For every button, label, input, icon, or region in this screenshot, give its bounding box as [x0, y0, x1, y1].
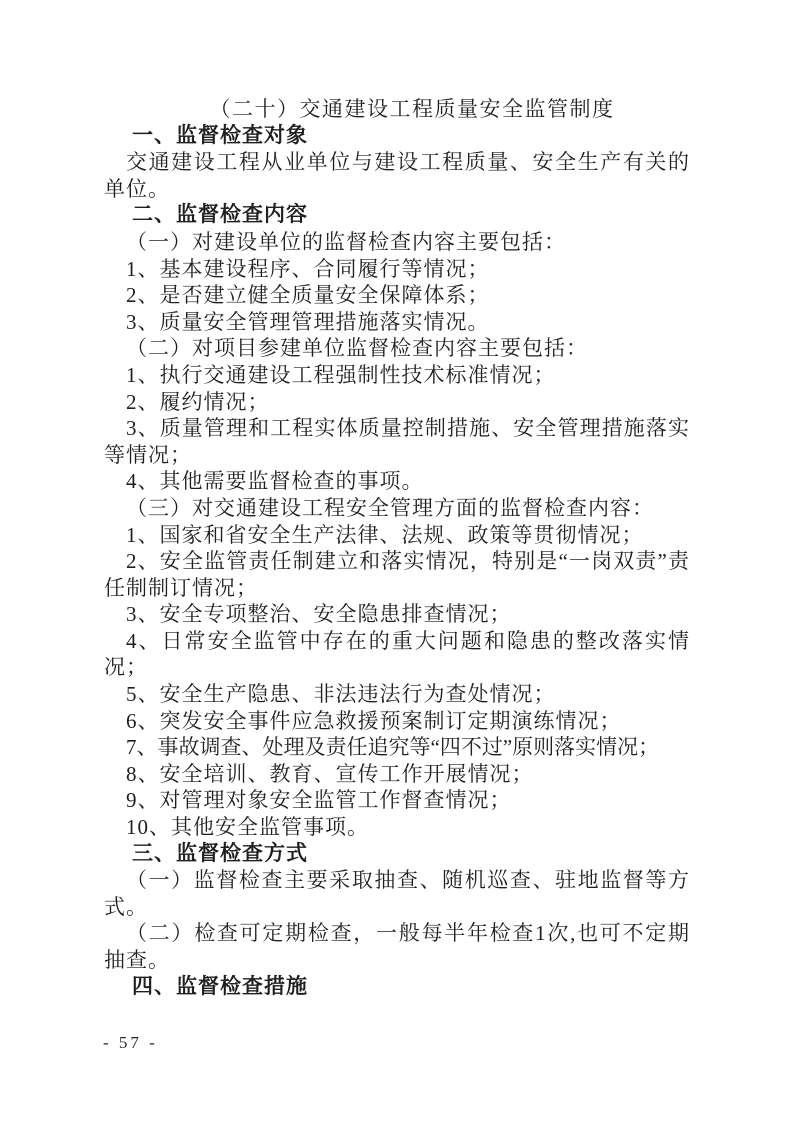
paragraph: （三）对交通建设工程安全管理方面的监督检查内容： — [126, 495, 654, 520]
paragraph: （一）监督检查主要采取抽查、随机巡查、驻地监督等方式。 — [104, 868, 690, 919]
list-item: 2、履约情况； — [126, 389, 270, 414]
list-item: 4、日常安全监管中存在的重大问题和隐患的整改落实情况； — [104, 628, 690, 680]
section-heading: 一、监督检查对象 — [132, 123, 308, 147]
list-item: 7、事故调查、处理及责任追究等“四不过”原则落实情况； — [126, 735, 660, 760]
list-item: 2、是否建立健全质量安全保障体系； — [126, 283, 490, 308]
page-number: - 57 - — [103, 1033, 158, 1052]
list-item: 1、基本建设程序、合同履行等情况； — [126, 256, 490, 281]
list-item: 9、对管理对象安全监管工作督查情况； — [126, 788, 512, 813]
section-heading: 四、监督检查措施 — [132, 974, 308, 998]
list-item: 10、其他安全监管事项。 — [126, 815, 369, 840]
list-item: 3、质量安全管理管理措施落实情况。 — [126, 309, 490, 334]
document-body — [104, 96, 690, 1000]
list-item: 3、安全专项整治、安全隐患排查情况； — [126, 602, 512, 627]
list-item: 3、质量管理和工程实体质量控制措施、安全管理措施落实等情况； — [104, 416, 690, 467]
paragraph: （二）检查可定期检查，一般每半年检查1次,也可不定期抽查。 — [104, 921, 690, 972]
paragraph: （二）对项目参建单位监督检查内容主要包括： — [126, 336, 588, 361]
paragraph: 交通建设工程从业单位与建设工程质量、安全生产有关的单位。 — [104, 150, 690, 201]
paragraph: （一）对建设单位的监督检查内容主要包括： — [126, 229, 566, 254]
list-item: 1、执行交通建设工程强制性技术标准情况； — [126, 362, 556, 387]
list-item: 4、其他需要监督检查的事项。 — [126, 469, 424, 494]
document-title: （二十）交通建设工程质量安全监管制度 — [209, 97, 615, 121]
list-item: 1、国家和省安全生产法律、法规、政策等贯彻情况； — [126, 522, 644, 547]
list-item: 2、安全监管责任制建立和落实情况，特别是“一岗双责”责任制制订情况； — [104, 549, 690, 600]
section-heading: 二、监督检查内容 — [132, 203, 308, 227]
list-item: 5、安全生产隐患、非法违法行为查处情况； — [126, 682, 556, 707]
list-item: 6、突发安全事件应急救援预案制订定期演练情况； — [126, 708, 622, 733]
list-item: 8、安全培训、教育、宣传工作开展情况； — [126, 761, 534, 786]
section-heading: 三、监督检查方式 — [132, 841, 308, 865]
